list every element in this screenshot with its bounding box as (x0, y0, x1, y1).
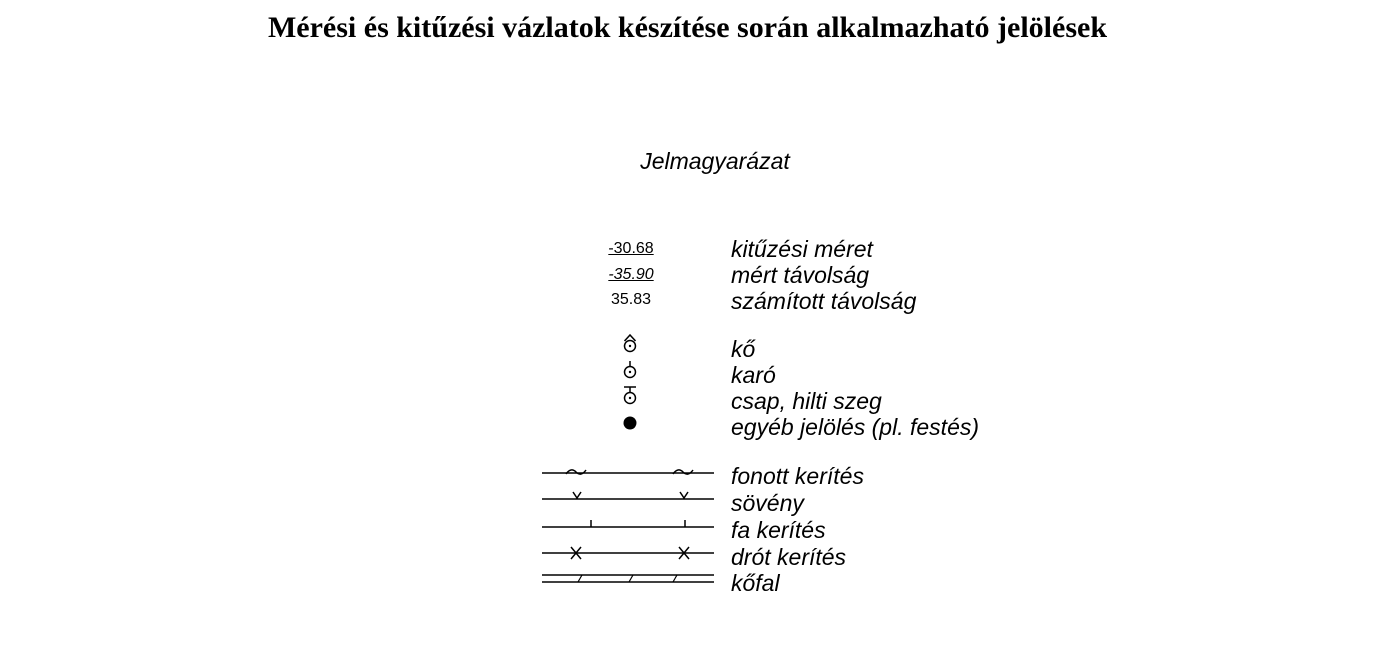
legend-heading: Jelmagyarázat (640, 148, 790, 174)
hedge-label: sövény (731, 490, 804, 516)
woven-fence-label: fonott kerítés (731, 463, 864, 489)
stone-marker-icon (620, 332, 640, 358)
wire-fence-icon (540, 542, 718, 562)
measured-distance-label: mért távolság (731, 262, 870, 288)
filled-dot-icon (620, 411, 640, 435)
stake-marker-label: karó (731, 362, 776, 388)
stake-marker-icon (620, 358, 640, 384)
setting-out-dimension-value: -30.68 (608, 240, 654, 257)
stone-marker-label: kő (731, 336, 756, 362)
wooden-fence-label: fa kerítés (731, 517, 826, 543)
calculated-distance-value: 35.83 (610, 291, 652, 308)
calculated-distance-label: számított távolság (731, 288, 917, 314)
wooden-fence-icon (540, 515, 718, 535)
pin-marker-icon (620, 384, 640, 410)
wire-fence-label: drót kerítés (731, 544, 847, 570)
woven-fence-icon (540, 462, 718, 482)
setting-out-dimension-label: kitűzési méret (731, 236, 873, 262)
stone-wall-label: kőfal (731, 570, 780, 596)
measured-distance-value: -35.90 (608, 266, 654, 283)
hedge-icon (540, 488, 718, 508)
page-title: Mérési és kitűzési vázlatok készítése során alkalmazható jelölések (267, 11, 1108, 44)
stone-wall-icon (540, 568, 718, 588)
pin-marker-label: csap, hilti szeg (731, 388, 882, 414)
other-marker-label: egyéb jelölés (pl. festés) (731, 414, 980, 440)
